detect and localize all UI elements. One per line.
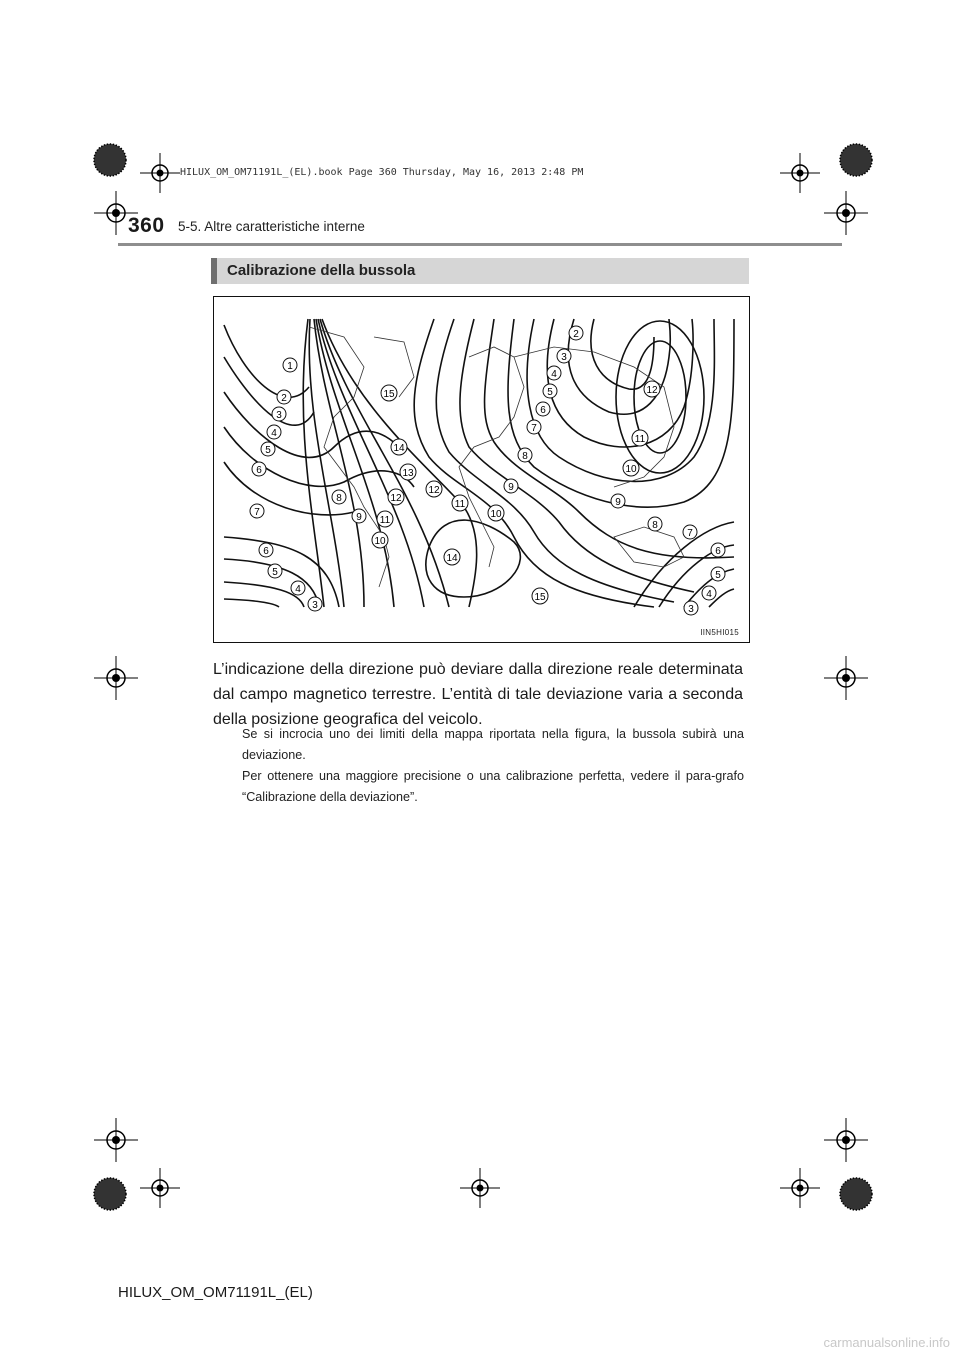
svg-text:5: 5 bbox=[547, 387, 553, 398]
svg-text:4: 4 bbox=[295, 584, 301, 595]
compass-zone-map-drawing bbox=[214, 297, 749, 642]
watermark: carmanualsonline.info bbox=[823, 1335, 950, 1350]
zone-label-8-mid bbox=[518, 448, 532, 462]
svg-text:7: 7 bbox=[687, 528, 693, 539]
zone-label-12-mid bbox=[426, 481, 442, 497]
zone-label-2 bbox=[277, 390, 291, 404]
zone-label-13 bbox=[400, 464, 416, 480]
zone-label-3 bbox=[272, 407, 286, 421]
zone-label-9 bbox=[352, 509, 366, 523]
svg-text:10: 10 bbox=[374, 536, 386, 547]
section-heading-bar bbox=[211, 258, 217, 284]
registration-mark-mid-left bbox=[94, 656, 138, 700]
page-number: 360 bbox=[128, 214, 165, 237]
zone-label-14-south bbox=[444, 549, 460, 565]
svg-text:10: 10 bbox=[490, 509, 502, 520]
zone-label-3-east bbox=[684, 601, 698, 615]
figure-code: IIN5HI015 bbox=[700, 628, 739, 637]
section-heading bbox=[211, 258, 749, 284]
note-calibration: Per ottenere una maggiore precisione o una calibrazione perfetta, vedere il para-grafo “Calibrazione della deviazione”. bbox=[242, 769, 744, 804]
svg-text:9: 9 bbox=[508, 482, 514, 493]
registration-mark-bottom-right bbox=[824, 1118, 868, 1162]
zone-label-15 bbox=[381, 385, 397, 401]
breadcrumb: 5-5. Altre caratteristiche interne bbox=[178, 219, 365, 234]
note-crossing-boundary: Se si incrocia uno dei limiti della mappa riportata nella figura, la bussola subirà una deviazione. bbox=[242, 727, 744, 762]
zone-label-6 bbox=[252, 462, 266, 476]
coastline-group bbox=[309, 327, 684, 587]
starburst-mark-top-left bbox=[92, 142, 128, 178]
zone-label-5-top bbox=[543, 384, 557, 398]
svg-text:5: 5 bbox=[715, 570, 721, 581]
svg-text:10: 10 bbox=[625, 464, 637, 475]
svg-text:4: 4 bbox=[706, 589, 712, 600]
svg-text:3: 3 bbox=[276, 410, 282, 421]
svg-text:11: 11 bbox=[454, 499, 466, 510]
footer-doc-id: HILUX_OM_OM71191L_(EL) bbox=[118, 1284, 313, 1301]
zone-label-7-east bbox=[683, 525, 697, 539]
svg-text:7: 7 bbox=[531, 423, 537, 434]
zone-label-4 bbox=[267, 425, 281, 439]
zone-label-5 bbox=[261, 442, 275, 456]
starburst-mark-top-right bbox=[838, 142, 874, 178]
book-stamp: HILUX_OM_OM71191L_(EL).book Page 360 Thursday, May 16, 2013 2:48 PM bbox=[180, 167, 584, 178]
header-rule bbox=[118, 243, 842, 246]
zone-label-7 bbox=[250, 504, 264, 518]
zone-label-12 bbox=[388, 489, 404, 505]
registration-mark-top-center-right bbox=[780, 153, 820, 193]
zone-label-14 bbox=[391, 439, 407, 455]
zone-label-10 bbox=[372, 532, 388, 548]
svg-text:3: 3 bbox=[688, 604, 694, 615]
zone-label-10-mid bbox=[488, 505, 504, 521]
zone-label-5-east bbox=[711, 567, 725, 581]
svg-text:4: 4 bbox=[551, 369, 557, 380]
svg-text:8: 8 bbox=[522, 451, 528, 462]
zone-label-9-east bbox=[611, 494, 625, 508]
zone-label-6-east bbox=[711, 543, 725, 557]
svg-text:6: 6 bbox=[256, 465, 262, 476]
zone-label-6-top bbox=[536, 402, 550, 416]
zone-label-10-east bbox=[623, 460, 639, 476]
svg-text:2: 2 bbox=[281, 393, 287, 404]
svg-text:5: 5 bbox=[272, 567, 278, 578]
svg-text:8: 8 bbox=[336, 493, 342, 504]
svg-text:12: 12 bbox=[390, 493, 402, 504]
registration-mark-top-center-left bbox=[140, 153, 180, 193]
zone-label-11 bbox=[377, 511, 393, 527]
zone-label-8-east bbox=[648, 517, 662, 531]
zone-label-11-mid bbox=[452, 495, 468, 511]
zone-label-4-top bbox=[547, 366, 561, 380]
svg-text:12: 12 bbox=[646, 385, 658, 396]
zone-label-11-east bbox=[632, 430, 648, 446]
svg-text:6: 6 bbox=[540, 405, 546, 416]
svg-text:2: 2 bbox=[573, 329, 579, 340]
svg-text:15: 15 bbox=[383, 389, 395, 400]
svg-text:6: 6 bbox=[715, 546, 721, 557]
svg-text:6: 6 bbox=[263, 546, 269, 557]
registration-mark-bottom-left bbox=[94, 1118, 138, 1162]
svg-text:8: 8 bbox=[652, 520, 658, 531]
svg-text:1: 1 bbox=[287, 361, 293, 372]
starburst-mark-bottom-right bbox=[838, 1176, 874, 1212]
compass-zone-map bbox=[213, 296, 750, 643]
svg-text:11: 11 bbox=[634, 434, 646, 445]
starburst-mark-bottom-left bbox=[92, 1176, 128, 1212]
zone-label-4-sw bbox=[291, 581, 305, 595]
registration-mark-bottom-b bbox=[460, 1168, 500, 1208]
intro-paragraph: L’indicazione della direzione può deviare dalla direzione reale determinata dal campo magnetico terrestre. L’entità di tale deviazione varia a seconda della posizione geografica del veicolo. bbox=[213, 661, 743, 728]
zone-label-7-mid bbox=[527, 420, 541, 434]
registration-mark-top-right bbox=[824, 191, 868, 235]
zone-label-3-sw bbox=[308, 597, 322, 611]
svg-text:14: 14 bbox=[446, 553, 458, 564]
svg-text:13: 13 bbox=[402, 468, 414, 479]
svg-text:11: 11 bbox=[379, 515, 391, 526]
zone-label-2-top bbox=[569, 326, 583, 340]
zone-label-6-sw bbox=[259, 543, 273, 557]
svg-text:3: 3 bbox=[312, 600, 318, 611]
svg-text:14: 14 bbox=[393, 443, 405, 454]
section-title: Calibrazione della bussola bbox=[227, 262, 416, 279]
svg-text:4: 4 bbox=[271, 428, 277, 439]
svg-text:7: 7 bbox=[254, 507, 260, 518]
svg-text:9: 9 bbox=[356, 512, 362, 523]
zone-label-12-east bbox=[644, 381, 660, 397]
svg-text:9: 9 bbox=[615, 497, 621, 508]
zone-label-9-mid bbox=[504, 479, 518, 493]
zone-label-5-sw bbox=[268, 564, 282, 578]
zone-label-3-top bbox=[557, 349, 571, 363]
zone-label-8 bbox=[332, 490, 346, 504]
svg-text:5: 5 bbox=[265, 445, 271, 456]
registration-mark-mid-right bbox=[824, 656, 868, 700]
svg-text:12: 12 bbox=[428, 485, 440, 496]
registration-mark-bottom-c bbox=[780, 1168, 820, 1208]
registration-mark-bottom-a bbox=[140, 1168, 180, 1208]
zone-label-4-east bbox=[702, 586, 716, 600]
zone-label-1 bbox=[283, 358, 297, 372]
svg-text:3: 3 bbox=[561, 352, 567, 363]
zone-label-15-south bbox=[532, 588, 548, 604]
svg-text:15: 15 bbox=[534, 592, 546, 603]
